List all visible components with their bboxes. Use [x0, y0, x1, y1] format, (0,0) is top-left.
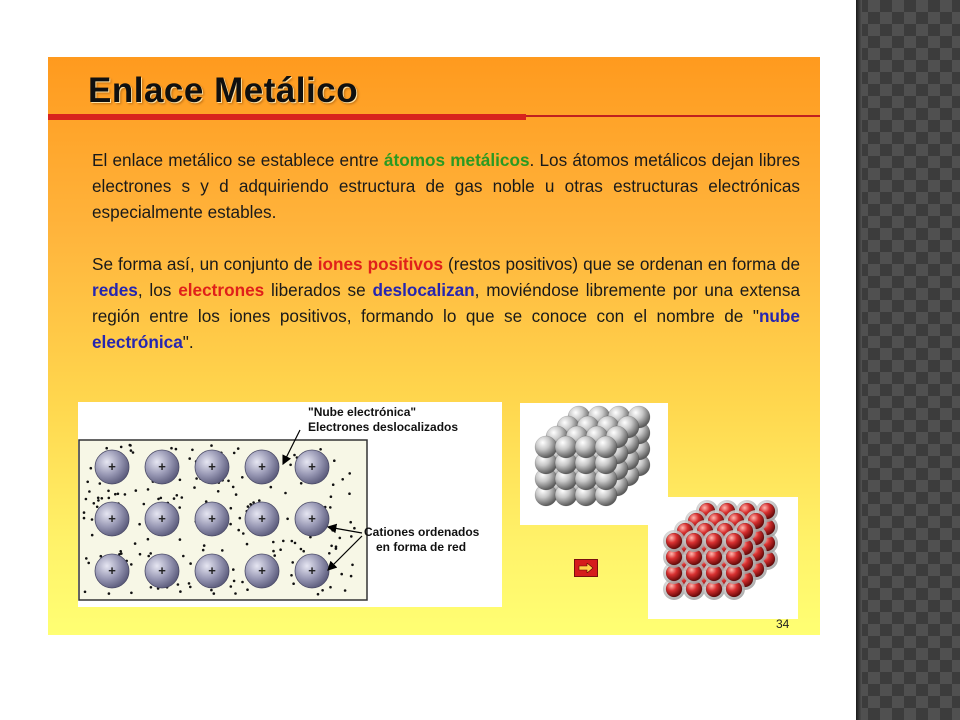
cation	[95, 450, 129, 484]
slide-title: Enlace Metálico	[88, 71, 359, 110]
electron-dot	[349, 521, 352, 524]
highlight-atomos-metalicos: átomos metálicos	[383, 150, 530, 170]
electron-dot	[241, 581, 244, 584]
electron-dot	[213, 592, 216, 595]
electron-dot	[272, 541, 275, 544]
lattice-sphere	[535, 436, 557, 458]
cation-charge: +	[208, 459, 216, 474]
electron-dot	[258, 499, 261, 502]
cation-charge: +	[158, 459, 166, 474]
electron-dot	[227, 480, 230, 483]
electron-dot	[350, 535, 353, 538]
cation	[195, 502, 229, 536]
p2-text-2: (restos positivos) que se ordenan en forma de	[443, 254, 800, 274]
electron-dot	[179, 479, 182, 482]
electron-dot	[210, 444, 213, 447]
electron-dot	[120, 446, 123, 449]
electron-dot	[335, 547, 338, 550]
electron-dot	[170, 447, 173, 450]
cation	[95, 554, 129, 588]
electron-dot	[179, 590, 182, 593]
cation	[95, 502, 129, 536]
title-underline-accent	[48, 114, 526, 120]
cation	[295, 450, 329, 484]
p2-text-3: , los	[137, 280, 179, 300]
electron-dot	[99, 482, 102, 485]
electron-sea-diagram	[78, 402, 502, 607]
paragraph-1	[92, 147, 800, 225]
cation-charge: +	[208, 511, 216, 526]
label-electrones-deslocalizados: Electrones deslocalizados	[308, 420, 459, 434]
electron-dot	[332, 483, 335, 486]
lattice-sphere	[706, 533, 722, 549]
electron-dot	[189, 586, 192, 589]
electron-dot	[195, 477, 198, 480]
electron-dot	[239, 517, 242, 520]
electron-dot	[139, 553, 142, 556]
cation	[245, 502, 279, 536]
cation	[195, 450, 229, 484]
electron-dot	[177, 583, 180, 586]
electron-dot	[179, 538, 182, 541]
electron-dot	[273, 554, 276, 557]
electron-dot	[353, 527, 356, 530]
electron-dot	[88, 490, 91, 493]
electron-dot	[182, 555, 185, 558]
p2-text-6: ".	[182, 332, 194, 352]
electron-dot	[330, 495, 333, 498]
highlight-electrones: electrones	[178, 280, 265, 300]
electron-dot	[290, 574, 293, 577]
electron-dot	[340, 573, 343, 576]
electron-dot	[339, 537, 342, 540]
electron-dot	[217, 490, 220, 493]
electron-dot	[97, 497, 100, 500]
cation-charge: +	[308, 511, 316, 526]
cation-charge: +	[108, 563, 116, 578]
electron-dot	[149, 552, 152, 555]
electron-dot	[83, 511, 86, 514]
electron-dot	[232, 486, 235, 489]
electron-dot	[105, 447, 108, 450]
grey-sphere-lattice	[520, 403, 668, 525]
electron-dot	[294, 542, 297, 545]
electron-dot	[97, 499, 100, 502]
electron-dot	[107, 490, 110, 493]
lattice-sphere	[555, 436, 577, 458]
electron-dot	[321, 589, 324, 592]
lattice-sphere	[575, 436, 597, 458]
electron-dot	[147, 488, 150, 491]
page-number: 34	[776, 617, 790, 631]
cation-charge: +	[208, 563, 216, 578]
highlight-nube-electronica: nube electrónica	[92, 306, 800, 352]
electron-dot	[328, 552, 331, 555]
electron-dot	[124, 493, 127, 496]
electron-dot	[241, 476, 244, 479]
next-slide-button[interactable]	[574, 559, 598, 577]
electron-dot	[221, 549, 224, 552]
electron-dot	[91, 534, 94, 537]
electron-dot	[96, 506, 99, 509]
lattice-sphere	[595, 436, 617, 458]
electron-dot	[300, 482, 303, 485]
electron-dot	[130, 592, 133, 595]
label-en-forma-de-red: en forma de red	[376, 540, 467, 554]
label-nube-electronica: "Nube electrónica"	[308, 405, 417, 419]
p2-text-5: , moviéndose libremente por una extensa región entre los iones positivos, formando lo que se conoce con el nombre de "	[92, 280, 801, 326]
electron-dot	[284, 492, 287, 495]
electron-dot	[175, 448, 178, 451]
cation-charge: +	[308, 459, 316, 474]
electron-dot	[291, 540, 294, 543]
electron-dot	[348, 492, 351, 495]
electron-dot	[157, 498, 160, 501]
electron-dot	[202, 549, 205, 552]
cation	[295, 554, 329, 588]
electron-dot	[150, 586, 153, 589]
electron-dot	[289, 464, 292, 467]
lattice-sphere	[726, 533, 742, 549]
electron-dot	[90, 467, 93, 470]
electron-dot	[246, 543, 249, 546]
slide	[48, 57, 820, 635]
electron-dot	[87, 562, 90, 565]
electron-dot	[132, 451, 135, 454]
electron-dot	[291, 561, 294, 564]
electron-dot	[230, 507, 233, 510]
electron-dot	[270, 486, 273, 489]
electron-dot	[329, 506, 332, 509]
electron-dot	[114, 493, 117, 496]
cation-charge: +	[108, 459, 116, 474]
electron-dot	[246, 588, 249, 591]
electron-dot	[282, 540, 285, 543]
cation-charge: +	[308, 563, 316, 578]
electron-dot	[108, 497, 111, 500]
electron-dot	[143, 503, 146, 506]
electron-dot	[188, 582, 191, 585]
electron-dot	[203, 544, 206, 547]
electron-dot	[230, 585, 233, 588]
electron-dot	[85, 557, 88, 560]
electron-dot	[229, 523, 232, 526]
electron-dot	[188, 457, 191, 460]
electron-dot	[237, 529, 240, 532]
electron-dot	[93, 502, 96, 505]
electron-dot	[351, 564, 354, 567]
electron-dot	[191, 449, 194, 452]
electron-dot	[232, 568, 235, 571]
lattice-sphere	[666, 533, 682, 549]
electron-dot	[135, 489, 138, 492]
next-slide-arrow-icon	[578, 563, 594, 573]
highlight-deslocalizan: deslocalizan	[372, 280, 475, 300]
electron-dot	[235, 493, 238, 496]
electron-dot	[344, 589, 347, 592]
electron-dot	[330, 545, 333, 548]
electron-dot	[86, 481, 89, 484]
electron-dot	[189, 562, 192, 565]
electron-dot	[101, 497, 104, 500]
electron-dot	[134, 542, 137, 545]
label-cationes-ordenados: Cationes ordenados	[364, 525, 480, 539]
electron-dot	[120, 552, 123, 555]
electron-dot	[247, 505, 250, 508]
electron-dot	[293, 454, 296, 457]
electron-dot	[350, 575, 353, 578]
highlight-redes: redes	[92, 280, 138, 300]
electron-dot	[193, 486, 196, 489]
cation	[295, 502, 329, 536]
metal-lattice-cube-grey	[520, 403, 668, 525]
electron-dot	[329, 586, 332, 589]
electron-dot	[130, 563, 133, 566]
electron-dot	[333, 459, 336, 462]
electron-dot	[119, 550, 122, 553]
highlight-iones-positivos: iones positivos	[317, 254, 444, 274]
electron-dot	[147, 538, 150, 541]
cation-charge: +	[158, 511, 166, 526]
electron-sea-illustration	[78, 402, 502, 607]
cation	[195, 554, 229, 588]
electron-dot	[181, 496, 184, 499]
cation-charge: +	[258, 511, 266, 526]
electron-dot	[178, 506, 181, 509]
p1-text-1: El enlace metálico se establece entre	[92, 150, 384, 170]
electron-dot	[233, 452, 236, 455]
cation	[245, 450, 279, 484]
lattice-sphere	[686, 533, 702, 549]
electron-dot	[272, 550, 275, 553]
electron-dot	[317, 593, 320, 596]
electron-dot	[108, 592, 111, 595]
electron-dot	[233, 580, 236, 583]
electron-dot	[84, 591, 87, 594]
electron-dot	[130, 449, 133, 452]
electron-dot	[138, 523, 141, 526]
cation	[145, 450, 179, 484]
electron-dot	[91, 518, 94, 521]
paragraph-2	[92, 251, 800, 355]
electron-dot	[331, 529, 334, 532]
cation-charge: +	[158, 563, 166, 578]
p1-text-2: . Los átomos metálicos dejan libres electrones s y d adquiriendo estructura de gas noble u otras estructuras electrónicas especialmente estables.	[92, 150, 800, 222]
electron-dot	[173, 497, 176, 500]
electron-dot	[279, 548, 282, 551]
electron-dot	[319, 448, 322, 451]
electron-dot	[286, 518, 289, 521]
electron-dot	[237, 447, 240, 450]
metal-lattice-cube-red	[648, 497, 798, 619]
electron-dot	[160, 497, 163, 500]
electron-dot	[234, 592, 237, 595]
electron-dot	[85, 498, 88, 501]
cation	[245, 554, 279, 588]
cation-charge: +	[258, 563, 266, 578]
electron-dot	[129, 444, 132, 447]
electron-dot	[341, 478, 344, 481]
decorative-sidebar	[856, 0, 960, 720]
electron-dot	[117, 493, 120, 496]
electron-dot	[176, 494, 179, 497]
p2-text-1: Se forma así, un conjunto de	[92, 254, 318, 274]
cation	[145, 554, 179, 588]
cation-charge: +	[108, 511, 116, 526]
cation	[145, 502, 179, 536]
electron-dot	[147, 555, 150, 558]
electron-dot	[83, 517, 86, 520]
electron-dot	[292, 582, 295, 585]
electron-dot	[242, 532, 245, 535]
electron-dot	[348, 472, 351, 475]
electron-dot	[300, 548, 303, 551]
cation-charge: +	[258, 459, 266, 474]
red-ion-lattice	[648, 497, 798, 619]
electron-dot	[210, 589, 213, 592]
electron-dot	[302, 550, 305, 553]
p2-text-4: liberados se	[264, 280, 373, 300]
